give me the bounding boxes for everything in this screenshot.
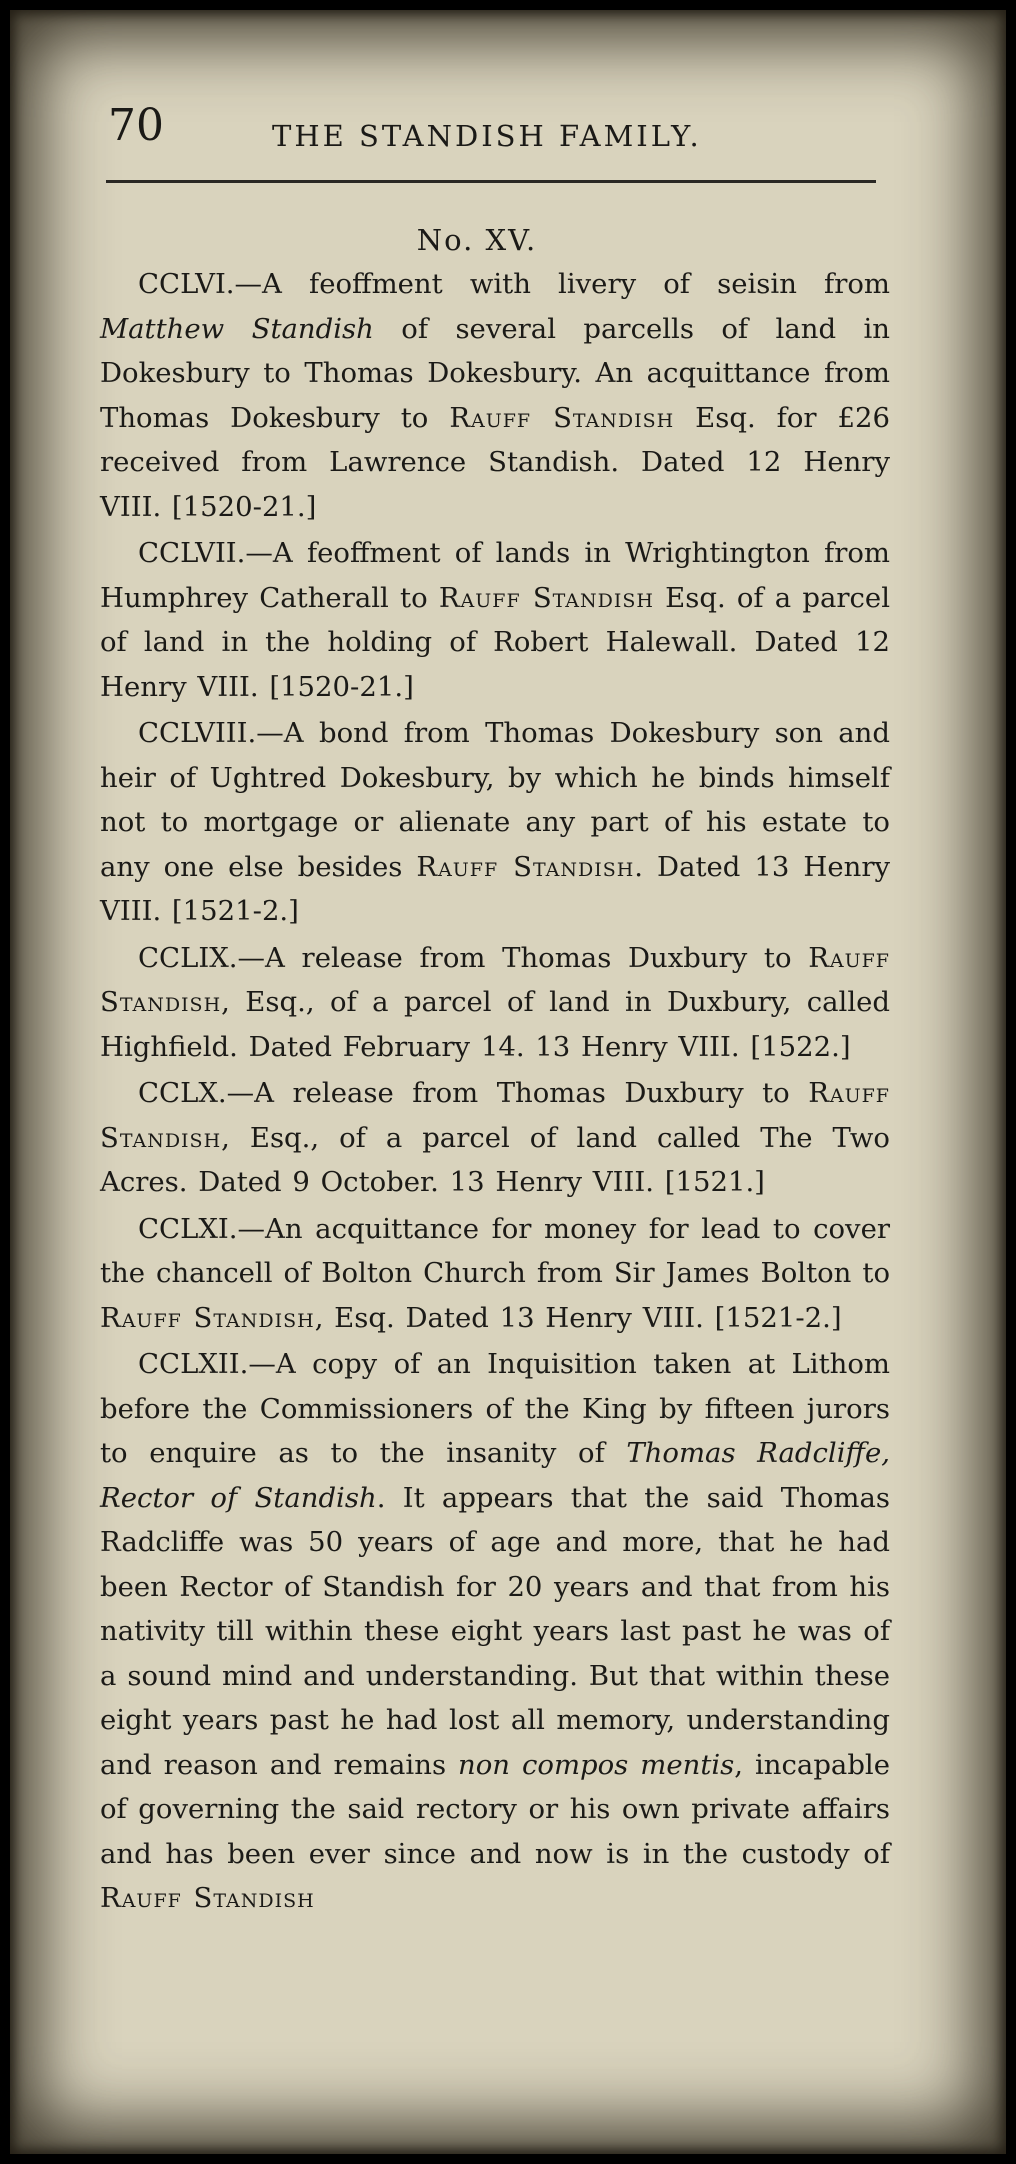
- page-number: 70: [108, 100, 164, 151]
- section-title: No. XV.: [416, 223, 538, 257]
- entry-cclix: CCLIX.—A release from Thomas Duxbury to Rauff Standish, Esq., of a parcel of land in Duxbury, called Highfield. Dated February 14. 13 Henry VIII. [1522.]: [100, 941, 890, 1063]
- entry-cclx: CCLX.—A release from Thomas Duxbury to Rauff Standish, Esq., of a parcel of land called The Two Acres. Dated 9 October. 13 Henry VIII. [1521.]: [100, 1077, 890, 1198]
- entry-cclviii: CCLVIII.—A bond from Thomas Dokesbury son and heir of Ughtred Dokesbury, by which he binds himself not to mortgage or alienate any part of his estate to any one else besides Rauff Standish. Dated 13 Henry VIII. [1521-2.]: [100, 717, 890, 927]
- entry-cclxii: CCLXII.—A copy of an Inquisition taken at Lithom before the Commissioners of the King by fifteen jurors to enquire as to the insanity of Thomas Radcliffe, Rector of Standish. It appears that the said Thomas Radcliffe was 50 years of age and more, that he had been Rector of Standish for 20 years and that from his nativity till within these eight years last past he was of a sound mind and understanding. But that within these eight years past he had lost all memory, understanding and reason and remains non compos mentis, incapable of governing the said rectory or his own private affairs and has been ever since and now is in the custody of Rauff Standish: [100, 1348, 891, 1914]
- entry-number: CCLVII.: [138, 537, 246, 569]
- entry-number: CCLXII.: [138, 1348, 249, 1380]
- entry-cclvi: CCLVI.—A feoffment with livery of seisin from Matthew Standish of several parcells of land in Dokesbury to Thomas Dokesbury. An acquittance from Thomas Dokesbury to Rauff Standish Esq. for £26 received from Lawrence Standish. Dated 12 Henry VIII. [1520-21.]: [100, 268, 890, 523]
- page-frame: [10, 10, 1006, 2154]
- page-header: [72, 96, 882, 156]
- entry-number: CCLIX.: [138, 941, 238, 974]
- header-rule: [106, 180, 876, 183]
- entry-number: CCLXI.: [138, 1212, 238, 1245]
- book-page: [72, 96, 891, 1923]
- running-title: THE STANDISH FAMILY.: [272, 119, 702, 153]
- entry-cclxi: CCLXI.—An acquittance for money for lead to cover the chancell of Bolton Church from Sir James Bolton to Rauff Standish, Esq. Dated 13 Henry VIII. [1521-2.]: [100, 1212, 890, 1334]
- entry-cclvii: CCLVII.—A feoffment of lands in Wrightington from Humphrey Catherall to Rauff Standish Esq. of a parcel of land in the holding of Robert Halewall. Dated 12 Henry VIII. [1520-21.]: [100, 537, 890, 703]
- entries-list: [72, 262, 890, 1921]
- entry-number: CCLX.: [138, 1077, 227, 1109]
- entry-number: CCLVI.: [138, 268, 235, 300]
- entry-number: CCLVIII.: [138, 717, 257, 749]
